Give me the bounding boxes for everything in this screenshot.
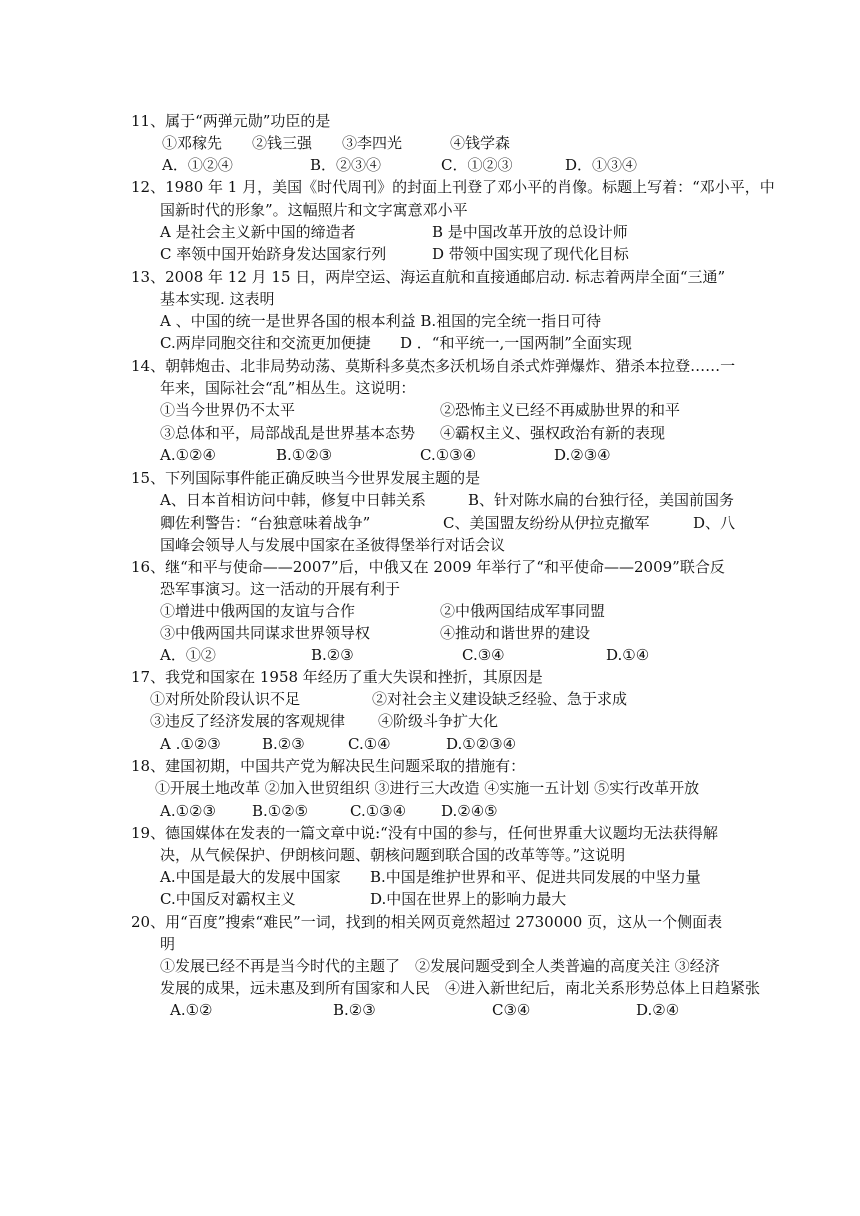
- question-18-items: ①开展土地改革 ②加入世贸组织 ③进行三大改造 ④实施一五计划 ⑤实行改革开放: [155, 779, 700, 797]
- question-17-choice-a: A .①②③: [160, 735, 221, 753]
- question-14-stem: 14、朝韩炮击、北非局势动荡、莫斯科多莫杰多沃机场自杀式炸弹爆炸、猎杀本拉登……一: [131, 357, 736, 375]
- question-18-choice-d: D.②④⑤: [441, 802, 498, 820]
- question-11-choice-a: A．①②④: [162, 156, 233, 174]
- question-12-stem-cont: 国新时代的形象”。这幅照片和文字寓意邓小平: [160, 201, 468, 219]
- question-16-stem: 16、继“和平与使命——2007”后，中俄又在 2009 年举行了“和平使命——2009”联合反: [131, 558, 725, 576]
- question-16-stem-cont: 恐军事演习。这一活动的开展有利于: [160, 580, 401, 598]
- question-16-item-1: ①增进中俄两国的友谊与合作: [160, 602, 356, 620]
- question-13-options-line-1: A 、中国的统一是世界各国的根本利益 B.祖国的完全统一指日可待: [160, 312, 602, 330]
- question-14-choice-a: A.①②④: [160, 446, 216, 464]
- question-19-option-d: D.中国在世界上的影响力最大: [370, 890, 567, 908]
- question-19-stem: 19、德国媒体在发表的一篇文章中说:“没有中国的参与，任何世界重大议题均无法获得解: [131, 824, 718, 842]
- question-16-choice-c: C.③④: [462, 646, 505, 664]
- question-18-choice-b: B.①②⑤: [252, 802, 309, 820]
- question-16-choice-d: D.①④: [606, 646, 650, 664]
- question-12-option-b: B 是中国改革开放的总设计师: [432, 223, 628, 241]
- question-20-stem-cont: 明: [160, 935, 176, 953]
- question-14-choice-c: C.①③④: [420, 446, 477, 464]
- question-20-choice-a: A.①②: [170, 1001, 213, 1019]
- question-15-option-d-cont: 国峰会领导人与发展中国家在圣彼得堡举行对话会议: [160, 536, 506, 554]
- question-20-choice-c: C③④: [492, 1001, 531, 1019]
- question-14-item-3: ③总体和平，局部战乱是世界基本态势: [160, 424, 416, 442]
- question-19-option-b: B.中国是维护世界和平、促进共同发展的中坚力量: [370, 868, 701, 886]
- question-11-item-4: ④钱学森: [450, 134, 511, 152]
- question-16-item-2: ②中俄两国结成军事同盟: [440, 602, 606, 620]
- question-19-option-c: C.中国反对霸权主义: [160, 890, 296, 908]
- question-11-choice-d: D．①③④: [565, 156, 638, 174]
- question-17-item-1: ①对所处阶段认识不足: [150, 690, 301, 708]
- question-15-option-b-cont: 卿佐利警告：“台独意味着战争”: [160, 514, 371, 532]
- question-17-item-3: ③违反了经济发展的客观规律: [150, 712, 346, 730]
- question-12-option-a: A 是社会主义新中国的缔造者: [160, 223, 356, 241]
- question-13-stem: 13、2008 年 12 月 15 日，两岸空运、海运直航和直接通邮启动. 标志着两岸全面“三通”: [131, 268, 726, 286]
- question-12-stem: 12、1980 年 1 月，美国《时代周刊》的封面上刊登了邓小平的肖像。标题上写着：“邓小平，中: [131, 178, 775, 196]
- question-16-item-3: ③中俄两国共同谋求世界领导权: [160, 624, 371, 642]
- question-17-item-2: ②对社会主义建设缺乏经验、急于求成: [372, 690, 628, 708]
- question-17-choice-b: B.②③: [262, 735, 305, 753]
- question-17-choice-d: D.①②③④: [446, 735, 517, 753]
- question-15-option-b: B、针对陈水扁的台独行径，美国前国务: [468, 491, 735, 509]
- question-17-choice-c: C.①④: [348, 735, 391, 753]
- question-15-option-a: A、日本首相访问中韩，修复中日韩关系: [160, 491, 426, 509]
- question-16-choice-a: A．①②: [160, 646, 216, 664]
- question-14-item-4: ④霸权主义、强权政治有新的表现: [440, 424, 666, 442]
- question-15-option-c: C、美国盟友纷纷从伊拉克撤军: [443, 514, 650, 532]
- question-11-item-1: ①邓稼先: [162, 134, 223, 152]
- question-15-stem: 15、下列国际事件能正确反映当今世界发展主题的是: [131, 469, 481, 487]
- question-19-option-a: A.中国是最大的发展中国家: [160, 868, 341, 886]
- question-19-stem-cont: 决，从气候保护、伊朗核问题、朝核问题到联合国的改革等等。”这说明: [160, 846, 626, 864]
- question-13-option-c: C.两岸同胞交往和交流更加便捷: [160, 334, 371, 352]
- question-11-stem: 11、属于“两弹元勋”功臣的是: [131, 112, 331, 130]
- question-13-stem-cont: 基本实现. 这表明: [160, 290, 275, 308]
- question-20-items-line-1: ①发展已经不再是当今时代的主题了 ②发展问题受到全人类普遍的高度关注 ③经济: [160, 957, 720, 975]
- question-14-stem-cont: 年来，国际社会“乱”相丛生。这说明：: [160, 379, 416, 397]
- question-17-stem: 17、我党和国家在 1958 年经历了重大失误和挫折，其原因是: [131, 668, 543, 686]
- question-14-choice-b: B.①②③: [276, 446, 333, 464]
- question-18-choice-a: A.①②③: [160, 802, 216, 820]
- question-20-choice-d: D.②④: [636, 1001, 680, 1019]
- question-11-item-3: ③李四光: [342, 134, 403, 152]
- question-14-item-1: ①当今世界仍不太平: [160, 401, 296, 419]
- question-18-choice-c: C.①③④: [350, 802, 407, 820]
- question-12-option-d: D 带领中国实现了现代化目标: [432, 245, 629, 263]
- question-11-item-2: ②钱三强: [252, 134, 313, 152]
- question-16-choice-b: B.②③: [311, 646, 354, 664]
- question-15-option-d: D、八: [693, 514, 736, 532]
- question-11-choice-b: B．②③④: [310, 156, 382, 174]
- question-20-choice-b: B.②③: [333, 1001, 376, 1019]
- question-17-item-4: ④阶级斗争扩大化: [378, 712, 499, 730]
- question-14-choice-d: D.②③④: [554, 446, 611, 464]
- question-18-stem: 18、建国初期，中国共产党为解决民生问题采取的措施有：: [131, 757, 526, 775]
- question-20-items-line-2: 发展的成果，远未惠及到所有国家和人民 ④进入新世纪后，南北关系形势总体上日趋紧张: [160, 979, 761, 997]
- question-11-choice-c: C．①②③: [441, 156, 513, 174]
- question-13-option-d: D ．“和平统一,一国两制”全面实现: [400, 334, 632, 352]
- question-12-option-c: C 率领中国开始跻身发达国家行列: [160, 245, 387, 263]
- question-14-item-2: ②恐怖主义已经不再威胁世界的和平: [440, 401, 681, 419]
- question-20-stem: 20、用“百度”搜索“难民”一词，找到的相关网页竟然超过 2730000 页，这从一个侧面表: [131, 913, 723, 931]
- question-16-item-4: ④推动和谐世界的建设: [440, 624, 591, 642]
